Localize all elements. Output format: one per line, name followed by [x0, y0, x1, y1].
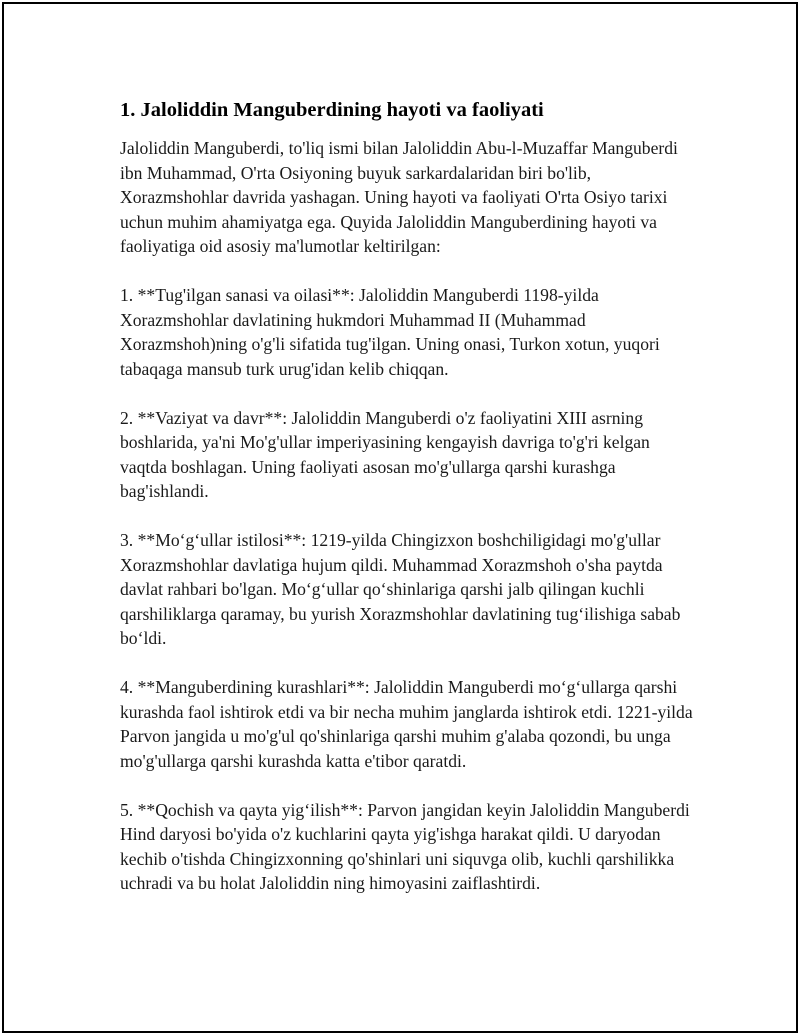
page-frame: [2, 2, 798, 1033]
paragraph-birth-family: 1. **Tug'ilgan sanasi va oilasi**: Jaloliddin Manguberdi 1198-yilda Xorazmshohlar davlatining hukmdori Muhammad II (Muhammad Xorazmshoh)ning o'g'li sifatida tug'ilgan. Uning onasi, Turkon xotun, yuqori tabaqaga mansub turk urug'idan kelib chiqqan.: [120, 285, 660, 379]
document-title: 1. Jaloliddin Manguberdining hayoti va faoliyati: [120, 99, 544, 121]
paragraph-intro: Jaloliddin Manguberdi, to'liq ismi bilan Jaloliddin Abu-l-Muzaffar Manguberdi ibn Muhammad, O'rta Osiyoning buyuk sarkardalaridan biri bo'lib, Xorazmshohlar davrida yashagan. Uning hayoti va faoliyati O'rta Osiyo tarixi uchun muhim ahamiyatga ega. Quyida Jaloliddin Manguberdining hayoti va faoliyatiga oid asosiy ma'lumotlar keltirilgan:: [120, 138, 678, 256]
paragraph-retreat-regroup: 5. **Qochish va qayta yig‘ilish**: Parvon jangidan keyin Jaloliddin Manguberdi Hind daryosi bo'yida o'z kuchlarini qayta yig'ishga harakat qildi. U daryodan kechib o'tishda Chingizxonning qo'shinlari uni siquvga olib, kuchli qarshilikka uchradi va bu holat Jaloliddin ning himoyasini zaiflashtirdi.: [120, 799, 690, 893]
paragraph-manguberdi-battles: 4. **Manguberdining kurashlari**: Jaloliddin Manguberdi mo‘g‘ullarga qarshi kurashda faol ishtirok etdi va bir necha muhim janglarda ishtirok etdi. 1221-yilda Parvon jangida u mo'g'ul qo'shinlariga qarshi muhim g'alaba qozondi, bu unga mo'g'ullarga qarshi kurashda katta e'tibor qaratdi.: [120, 677, 693, 771]
paragraph-situation-era: 2. **Vaziyat va davr**: Jaloliddin Manguberdi o'z faoliyatini XIII asrning boshlarida, ya'ni Mo'g'ullar imperiyasining kengayish davriga to'g'ri kelgan vaqtda boshlagan. Uning faoliyati asosan mo'g'ullarga qarshi kurashga bag'ishlandi.: [120, 407, 650, 501]
document-body: [120, 98, 700, 920]
paragraph-mongol-invasion: 3. **Mo‘g‘ullar istilosi**: 1219-yilda Chingizxon boshchiligidagi mo'g'ullar Xorazmshohlar davlatiga hujum qildi. Muhammad Xorazmshoh o'sha paytda davlat rahbari bo'lgan. Mo‘g‘ullar qo‘shinlariga qarshi jalb qilingan kuchli qarshiliklarga qaramay, bu yurish Xorazmshohlar davlatining tug‘ilishiga sabab bo‘ldi.: [120, 530, 681, 648]
